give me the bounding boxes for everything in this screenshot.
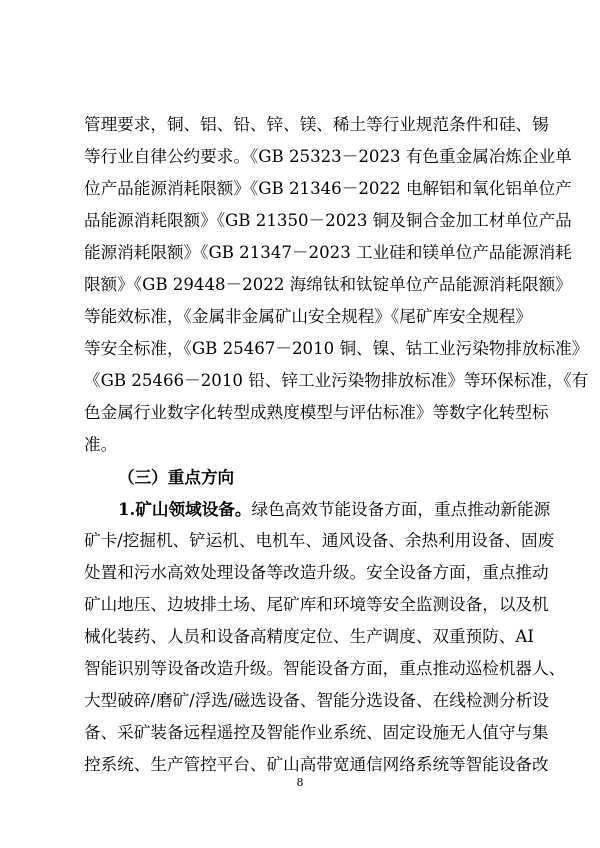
paragraph-text: 绿色高效节能设备方面，重点推动新能源: [251, 500, 551, 519]
section-heading: （三）重点方向: [118, 467, 235, 487]
text-line: 智能识别等设备改造升级。智能设备方面，重点推动巡检机器人、: [84, 659, 566, 678]
text-line: 准。: [84, 435, 118, 454]
text-line: 《GB 25466－2010 铅、锌工业污染物排放标准》等环保标准，《有: [84, 371, 589, 390]
text-line: 矿卡/挖掘机、铲运机、电机车、通风设备、余热利用设备、固废: [84, 531, 555, 550]
text-line: 位产品能源消耗限额》《GB 21346－2022 电解铝和氧化铝单位产: [84, 179, 572, 198]
text-line: 大型破碎/磨矿/浮选/磁选设备、智能分选设备、在线检测分析设: [84, 691, 549, 710]
page-number: 8: [296, 776, 304, 789]
text-line: 处置和污水高效处理设备等改造升级。安全设备方面，重点推动: [84, 563, 549, 582]
text-line: 色金属行业数字化转型成熟度模型与评估标准》等数字化转型标: [84, 403, 549, 422]
text-line: 限额》《GB 29448－2022 海绵钛和钛锭单位产品能源消耗限额》: [84, 275, 572, 294]
text-line: 管理要求，铜、铝、铅、锌、镁、稀土等行业规范条件和硅、锡: [84, 115, 549, 134]
text-line: 等能效标准，《金属非金属矿山安全规程》《尾矿库安全规程》: [84, 307, 533, 326]
text-line: 控系统、生产管控平台、矿山高带宽通信网络系统等智能设备改: [84, 755, 549, 774]
text-line: 等行业自律公约要求。《GB 25323－2023 有色重金属冶炼企业单: [84, 147, 572, 166]
text-line: 械化装药、人员和设备高精度定位、生产调度、双重预防、AI: [84, 627, 534, 646]
paragraph-lead: 1.矿山领域设备。: [118, 499, 252, 519]
text-line: 矿山地压、边坡排土场、尾矿库和环境等安全监测设备，以及机: [84, 595, 549, 614]
text-line: 能源消耗限额》《GB 21347－2023 工业硅和镁单位产品能源消耗: [84, 243, 572, 262]
text-line: 品能源消耗限额》《GB 21350－2023 铜及铜合金加工材单位产品: [84, 211, 572, 230]
text-line: 等安全标准，《GB 25467－2010 铜、镍、钴工业污染物排放标准》: [84, 339, 589, 358]
text-line: 备、采矿装备远程遥控及智能作业系统、固定设施无人值守与集: [84, 723, 549, 742]
text-line-first: [118, 494, 551, 525]
